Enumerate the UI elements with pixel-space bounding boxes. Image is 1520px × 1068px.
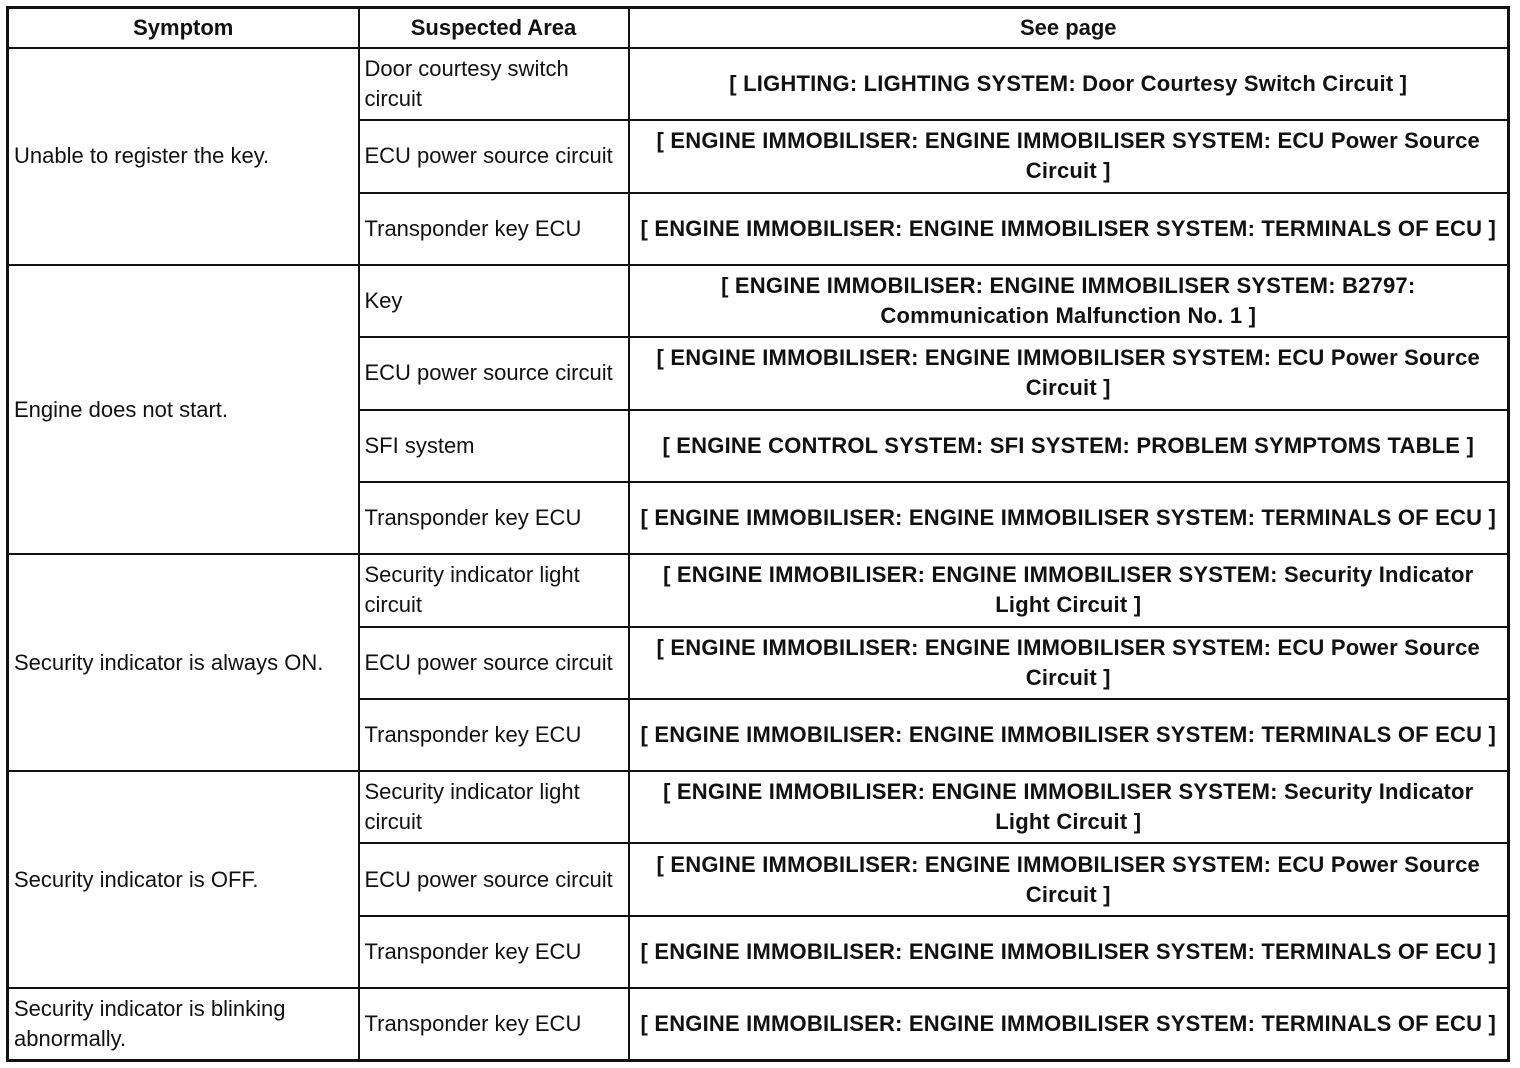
see-page-link[interactable]: [ ENGINE IMMOBILISER: ENGINE IMMOBILISER SYSTEM: TERMINALS OF ECU ] [629, 193, 1509, 265]
suspected-area-cell: ECU power source circuit [359, 337, 629, 409]
symptom-cell: Engine does not start. [8, 265, 359, 554]
see-page-link[interactable]: [ ENGINE IMMOBILISER: ENGINE IMMOBILISER SYSTEM: TERMINALS OF ECU ] [629, 988, 1509, 1060]
see-page-link[interactable]: [ ENGINE IMMOBILISER: ENGINE IMMOBILISER SYSTEM: Security Indicator Light Circuit ] [629, 771, 1509, 843]
problem-symptoms-table [6, 6, 1510, 1062]
table-header-row [8, 8, 1509, 49]
suspected-area-cell: Transponder key ECU [359, 916, 629, 988]
table-row [8, 771, 1509, 843]
header-see-page: See page [629, 8, 1509, 49]
table-row [8, 554, 1509, 626]
suspected-area-cell: Key [359, 265, 629, 337]
table-row [8, 988, 1509, 1060]
suspected-area-cell: ECU power source circuit [359, 843, 629, 915]
see-page-link[interactable]: [ LIGHTING: LIGHTING SYSTEM: Door Courtesy Switch Circuit ] [629, 48, 1509, 120]
symptom-cell: Security indicator is blinking abnormally. [8, 988, 359, 1060]
see-page-link[interactable]: [ ENGINE IMMOBILISER: ENGINE IMMOBILISER SYSTEM: ECU Power Source Circuit ] [629, 627, 1509, 699]
see-page-link[interactable]: [ ENGINE IMMOBILISER: ENGINE IMMOBILISER SYSTEM: ECU Power Source Circuit ] [629, 120, 1509, 192]
see-page-link[interactable]: [ ENGINE CONTROL SYSTEM: SFI SYSTEM: PROBLEM SYMPTOMS TABLE ] [629, 410, 1509, 482]
suspected-area-cell: Security indicator light circuit [359, 554, 629, 626]
suspected-area-cell: Transponder key ECU [359, 988, 629, 1060]
header-suspected-area: Suspected Area [359, 8, 629, 49]
suspected-area-cell: Transponder key ECU [359, 699, 629, 771]
see-page-link[interactable]: [ ENGINE IMMOBILISER: ENGINE IMMOBILISER SYSTEM: TERMINALS OF ECU ] [629, 699, 1509, 771]
see-page-link[interactable]: [ ENGINE IMMOBILISER: ENGINE IMMOBILISER SYSTEM: TERMINALS OF ECU ] [629, 482, 1509, 554]
table-row [8, 48, 1509, 120]
suspected-area-cell: SFI system [359, 410, 629, 482]
suspected-area-cell: ECU power source circuit [359, 627, 629, 699]
suspected-area-cell: Security indicator light circuit [359, 771, 629, 843]
see-page-link[interactable]: [ ENGINE IMMOBILISER: ENGINE IMMOBILISER SYSTEM: Security Indicator Light Circuit ] [629, 554, 1509, 626]
see-page-link[interactable]: [ ENGINE IMMOBILISER: ENGINE IMMOBILISER SYSTEM: ECU Power Source Circuit ] [629, 843, 1509, 915]
symptom-cell: Security indicator is always ON. [8, 554, 359, 771]
see-page-link[interactable]: [ ENGINE IMMOBILISER: ENGINE IMMOBILISER SYSTEM: ECU Power Source Circuit ] [629, 337, 1509, 409]
suspected-area-cell: Transponder key ECU [359, 482, 629, 554]
table-row [8, 265, 1509, 337]
see-page-link[interactable]: [ ENGINE IMMOBILISER: ENGINE IMMOBILISER SYSTEM: B2797: Communication Malfunction No. 1 ] [629, 265, 1509, 337]
symptom-cell: Security indicator is OFF. [8, 771, 359, 988]
symptom-cell: Unable to register the key. [8, 48, 359, 265]
header-symptom: Symptom [8, 8, 359, 49]
suspected-area-cell: ECU power source circuit [359, 120, 629, 192]
see-page-link[interactable]: [ ENGINE IMMOBILISER: ENGINE IMMOBILISER SYSTEM: TERMINALS OF ECU ] [629, 916, 1509, 988]
suspected-area-cell: Transponder key ECU [359, 193, 629, 265]
suspected-area-cell: Door courtesy switch circuit [359, 48, 629, 120]
